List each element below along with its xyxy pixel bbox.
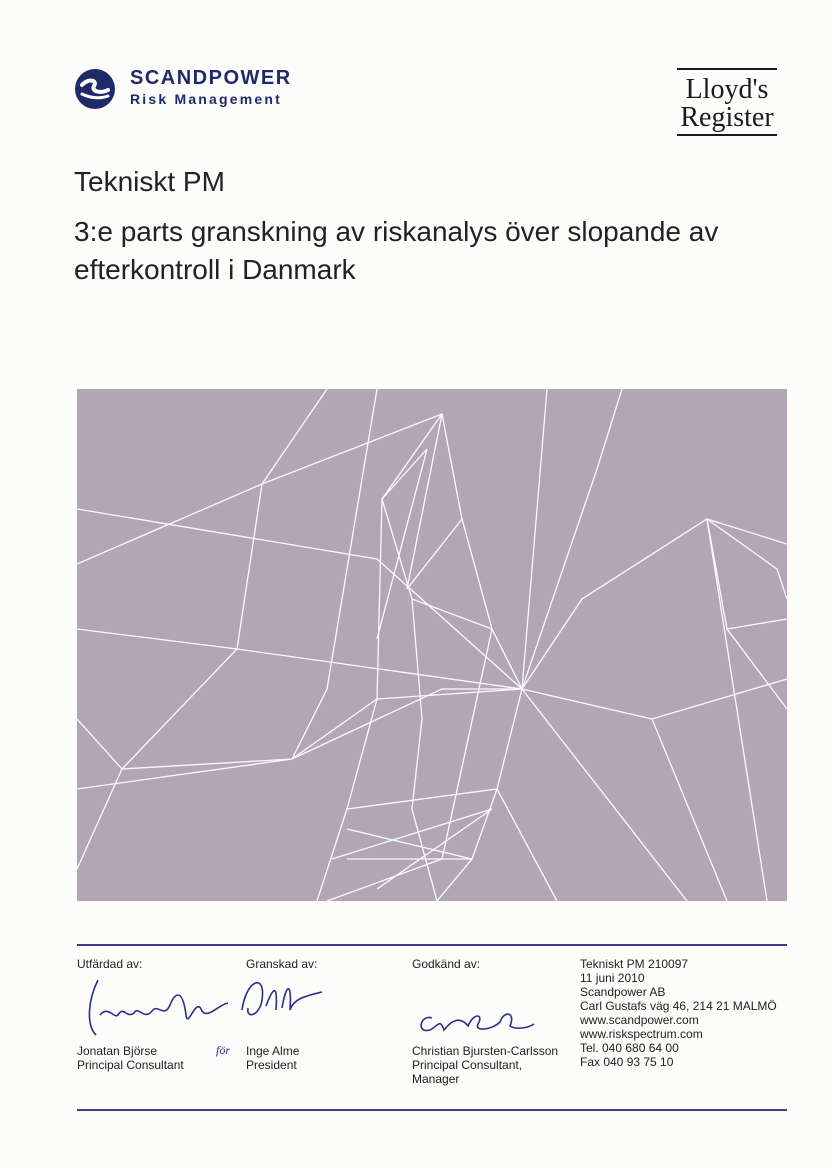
on-behalf-note: för xyxy=(216,1043,231,1057)
document-number: Tekniskt PM 210097 xyxy=(580,957,689,971)
reviewed-by-label: Granskad av: xyxy=(246,957,318,971)
lloyds-register-logo-icon xyxy=(671,68,781,138)
svg-text:Lloyd's: Lloyd's xyxy=(685,74,769,105)
contact-address: Carl Gustafs väg 46, 214 21 MALMÖ xyxy=(580,999,777,1013)
svg-text:Register: Register xyxy=(680,102,774,133)
signature-inge-alme xyxy=(236,970,326,1025)
approver-title-line1: Principal Consultant, xyxy=(412,1058,523,1072)
signature-jonatan-bjorse xyxy=(78,975,238,1045)
contact-phone: Tel. 040 680 64 00 xyxy=(580,1041,679,1055)
issued-by-label: Utfärdad av: xyxy=(77,957,143,971)
approver-title-line2: Manager xyxy=(412,1072,460,1086)
reviewer-name: Inge Alme xyxy=(246,1044,300,1058)
approved-by-label: Godkänd av: xyxy=(412,957,481,971)
issuer-name: Jonatan Björse xyxy=(77,1044,158,1058)
cover-illustration xyxy=(77,389,787,901)
signature-christian-bjursten-carlsson xyxy=(412,1000,542,1040)
divider-top xyxy=(77,944,787,946)
contact-fax: Fax 040 93 75 10 xyxy=(580,1055,674,1069)
contact-website-scandpower[interactable]: www.scandpower.com xyxy=(580,1013,699,1027)
divider-bottom xyxy=(77,1109,787,1111)
scandpower-logo-icon xyxy=(74,68,116,110)
approver-name: Christian Bjursten-Carlsson xyxy=(412,1044,559,1058)
contact-company: Scandpower AB xyxy=(580,985,666,999)
issuer-title: Principal Consultant xyxy=(77,1058,184,1072)
company-subtitle: Risk Management xyxy=(130,91,283,107)
document-date: 11 juni 2010 xyxy=(580,971,645,985)
contact-website-riskspectrum[interactable]: www.riskspectrum.com xyxy=(580,1027,703,1041)
document-type: Tekniskt PM xyxy=(74,166,225,197)
company-name: SCANDPOWER xyxy=(130,67,292,89)
reviewer-title: President xyxy=(246,1058,297,1072)
document-title: 3:e parts granskning av riskanalys över slopande av efterkontroll i Danmark xyxy=(74,216,719,285)
